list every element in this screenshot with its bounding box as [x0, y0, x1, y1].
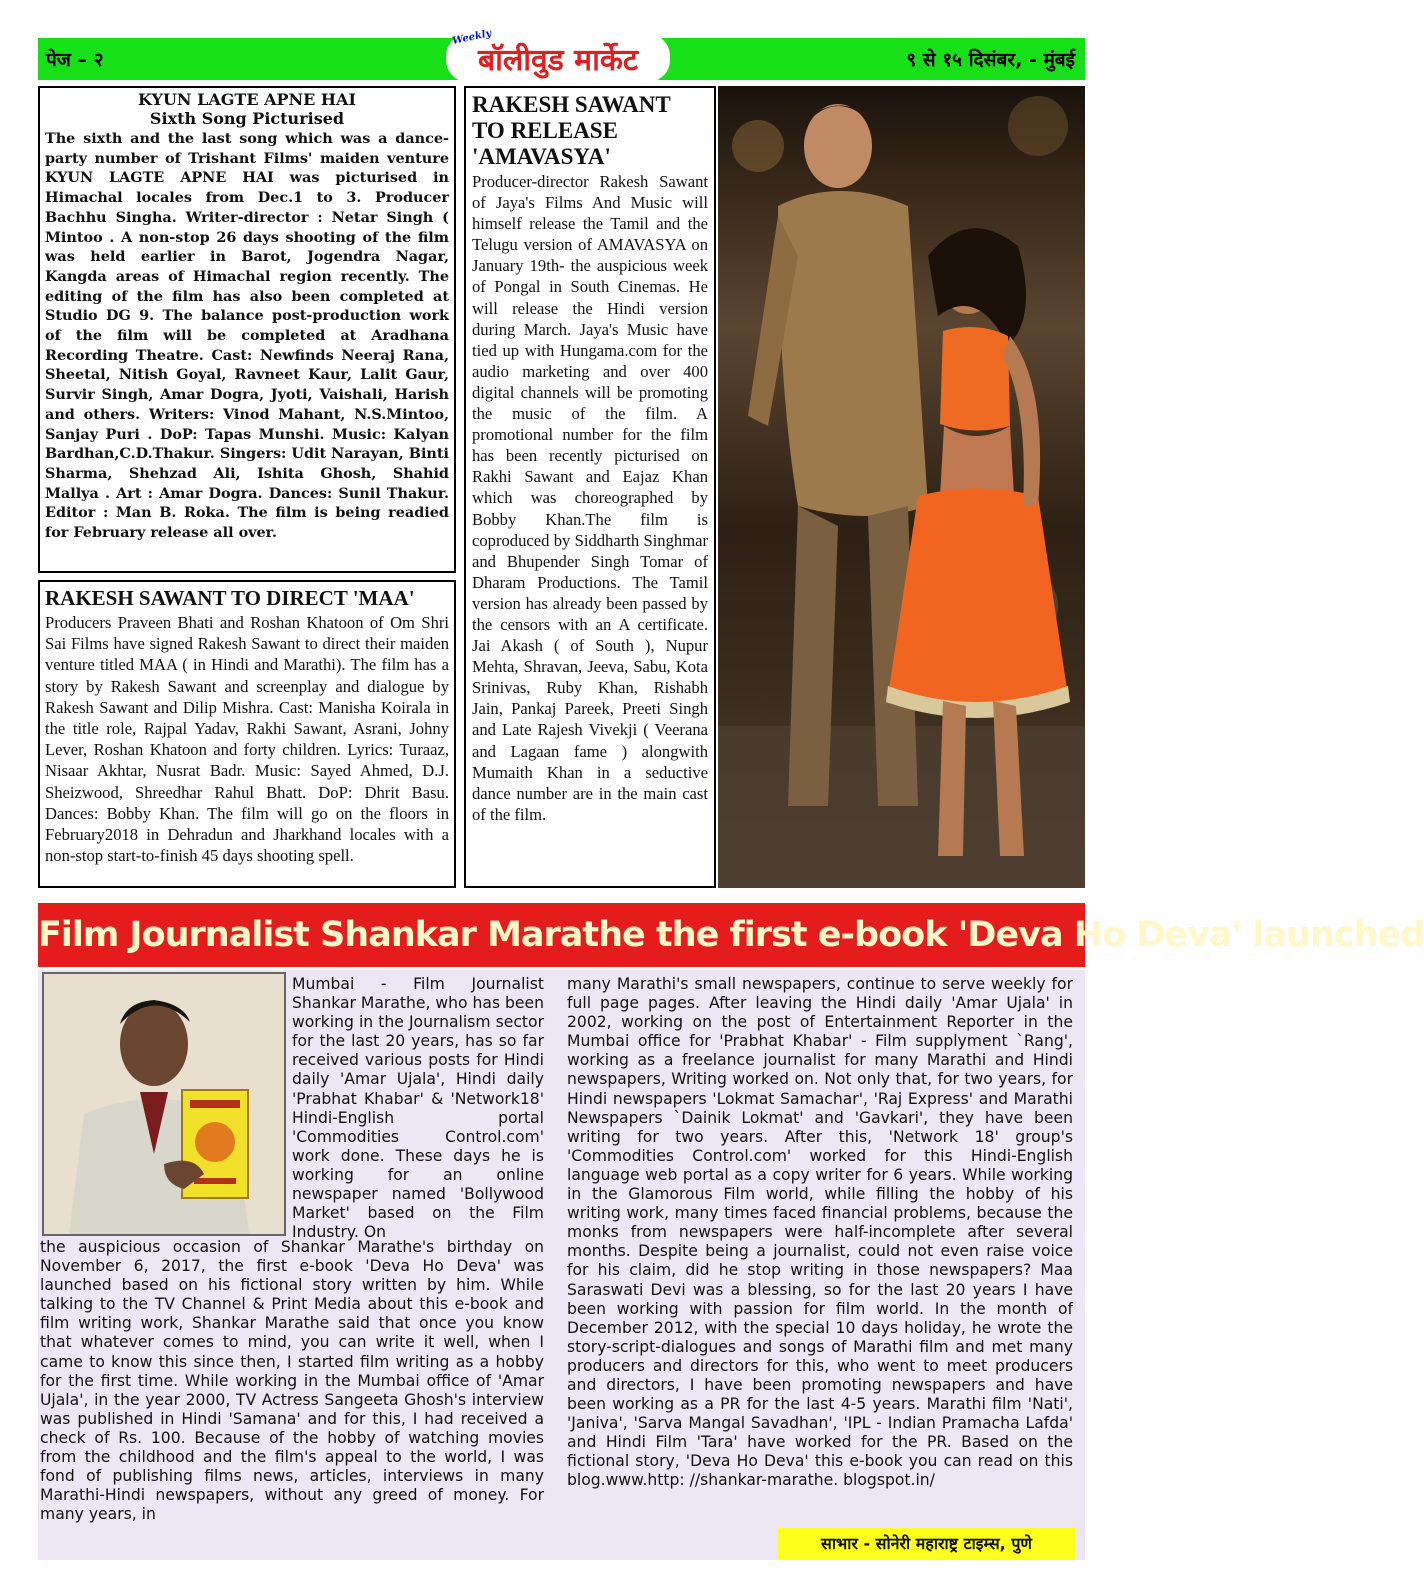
article-column-2: many Marathi's small newspapers, continue to serve weekly for full page pages. After leaving the Hindi daily 'Amar Ujala' in 2002, working on the post of Entertainment Reporter in the Mumbai office for 'Prabhat Khabar' - Film supplyment `Rang', working as a freelance journalist for many Marathi and Hindi newspapers, Writing worked on. Not only that, for two years, for Hindi newspapers 'Lokmat Samachar', 'Raj Express' and Marathi Newspapers `Dainik Lokmat' and 'Gavkari', they have been writing for two years. After this, 'Network 18' group's 'Commodities Control.com' worked for this Hindi-English language web portal as a copy writer for 6 years. While working in the Glamorous Film world, while filling the hobby of his writing work, many times faced financial problems, because the monks from newspapers were half-incomplete after several months. Despite being a journalist, could not even raise voice for his claim, did he stop writing in those newspapers? Maa Saraswati Devi was a blessing, so for the last 20 years I have been working with passion for film world. In the month of December 2012, with the special 10 days holiday, he wrote the story-script-dialogues and songs of Marathi film and met many producers and directors for this, who went to meet producers and directors, I have been promoting newspapers and have been working as a PR for the last 4-5 years. Marathi film 'Nati', 'Janiva', 'Sarva Mangal Savadhan', 'IPL - Indian Pramacha Lafda' and Hindi Film 'Tara' have worked for the PR. Based on the fictional story, 'Deva Ho Deva' this e-book you can read on this blog.www.http: //shankar-marathe. blogspot.in/	[567, 975, 1073, 1490]
article-title: KYUN LAGTE APNE HAI	[138, 90, 356, 109]
article-amavasya	[464, 86, 716, 888]
article-title-line1: RAKESH SAWANT	[472, 92, 671, 117]
source-credit: साभार - सोनेरी महाराष्ट्र टाइम्स, पुणे	[778, 1528, 1075, 1560]
article-title-line3: 'AMAVASYA'	[472, 144, 611, 169]
masthead-weekly: Weekly	[451, 27, 493, 48]
portrait-illustration	[44, 974, 284, 1234]
headline-banner	[38, 903, 1424, 967]
film-still-photo	[718, 86, 1085, 888]
article-maa	[38, 580, 456, 888]
masthead-title: बॉलीवुड मार्केट	[477, 43, 639, 78]
article-body: Producer-director Rakesh Sawant of Jaya's Films And Music will himself release the Tamil and the Telugu version of AMAVASYA on January 19th- the auspicious week of Pongal in South Cinemas. He will release the Hindi version during March. Jaya's Music have tied up with Hungama.com for the audio marketing and over 400 digital channels will be promoting the music of the film. A promotional number for the film has been recently picturised on Rakhi Sawant and Eajaz Khan which was choreographed by Bobby Khan.The film is coproduced by Siddharth Singhmar and Bhupender Singh Tomar of Dharam Productions. The Tamil version has already been passed by the censors with an A certificate. Jai Akash ( of South ), Nupur Mehta, Shravan, Jeeva, Sabu, Kota Srinivas, Ruby Khan, Rishabh Jain, Pankaj Pareek, Preeti Singh and Late Rajesh Vivekji ( Veerana and Lagaan fame ) alongwith Mumaith Khan in a seductive dance number are in the main cast of the film.	[472, 172, 708, 824]
journalist-portrait-photo	[42, 972, 286, 1236]
film-still-illustration	[718, 86, 1085, 888]
article-column-1-top: Mumbai - Film Journalist Shankar Marathe, who has been working in the Journalism sector for the last 20 years, has so far received various posts for Hindi daily 'Amar Ujala', Hindi daily 'Prabhat Khabar' & 'Network18' Hindi-English portal 'Commodities Control.com' work done. These days he is working for an online newspaper named 'Bollywood Market' based on the Film Industry. On	[292, 975, 545, 1242]
headline-text: Film Journalist Shankar Marathe the first e-book 'Deva Ho Deva' launched	[38, 915, 1424, 955]
issue-date: ९ से १५ दिसंबर, - मुंबई	[906, 49, 1075, 71]
article-body: The sixth and the last song which was a dance-party number of Trishant Films' maiden venture KYUN LAGTE APNE HAI was picturised in Himachal locales from Dec.1 to 3. Producer Bachhu Singha. Writer-director : Netar Singh ( Mintoo . A non-stop 26 days shooting of the film was held earlier in Barot, Jogendra Nagar, Kangda areas of Himachal region recently. The editing of the film has also been completed at Studio DG 9. The balance post-production work of the film will be completed at Aradhana Recording Theatre. Cast: Newfinds Neeraj Rana, Sheetal, Nitish Goyal, Ravneet Kaur, Lalit Gaur, Survir Singh, Amar Dogra, Jyoti, Vaishali, Harish and others. Writers: Vinod Mahant, N.S.Mintoo, Sanjay Puri . DoP: Tapas Munshi. Music: Kalyan Bardhan,C.D.Thakur. Singers: Udit Narayan, Binti Sharma, Shehzad Ali, Ishita Ghosh, Shahid Mallya . Art : Amar Dogra. Dances: Sunil Thakur. Editor : Man B. Roka. The film is being readied for February release all over.	[45, 130, 449, 542]
page-number: पेज – २	[46, 49, 104, 71]
article-column-1-bottom: the auspicious occasion of Shankar Marathe's birthday on November 6, 2017, the first e-book 'Deva Ho Deva' was launched based on his fictional story written by him. While talking to the TV Channel & Print Media about this e-book and film writing work, Shankar Marathe said that once you know that whatever comes to mind, you can write it well, when I came to know this since then, I started film writing as a hobby for the first time. While working in the Mumbai office of 'Amar Ujala', in the year 2000, TV Actress Sangeeta Ghosh's interview was published in Hindi 'Samana' and for this, I had received a check of Rs. 100. Because of the hobby of watching movies from the childhood and the film's appeal to the world, I was fond of publishing films news, articles, interviews in many Marathi-Hindi newspapers, without any greed of money. For many years, in	[40, 1238, 544, 1524]
article-title: RAKESH SAWANT TO DIRECT 'MAA'	[45, 586, 415, 610]
article-title-line2: TO RELEASE	[472, 118, 618, 143]
masthead-logo	[446, 27, 670, 82]
article-kyun-lagte-apne-hai	[38, 86, 456, 573]
article-subtitle: Sixth Song Picturised	[149, 109, 345, 128]
article-body: Producers Praveen Bhati and Roshan Khatoon of Om Shri Sai Films have signed Rakesh Sawant to direct their maiden venture titled MAA ( in Hindi and Marathi). The film has a story by Rakesh Sawant and screenplay and dialogue by Rakesh Sawant and Dilip Mishra. Cast: Manisha Koirala in the title role, Rajpal Yadav, Rakhi Sawant, Asrani, Johny Lever, Roshan Khatoon and forty children. Lyrics: Turaaz, Nisaar Akhtar, Nusrat Badr. Music: Sayed Ahmed, D.J. Sheizwood, Shreedhar Rahul Bhatt. DoP: Dhrit Basu. Dances: Bobby Khan. The film will go on the floors in February2018 in Dehradun and Jharkhand locales with a non-stop start-to-finish 45 days shooting spell.	[45, 613, 449, 866]
